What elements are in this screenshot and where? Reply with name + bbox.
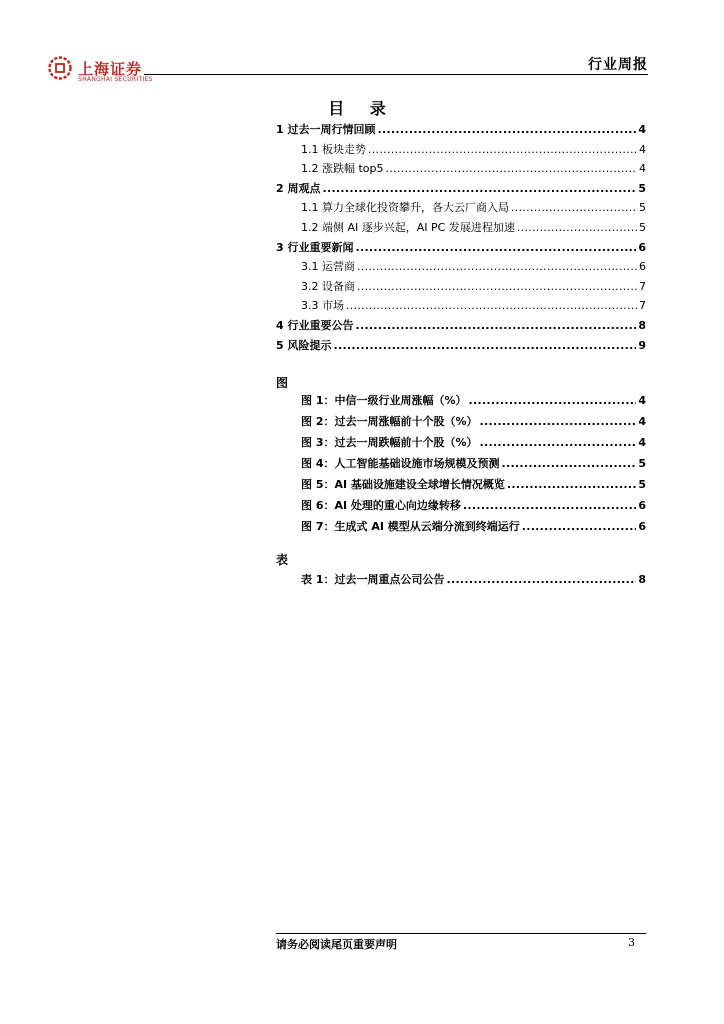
- dot-leader: [368, 140, 637, 160]
- toc-title: 目 录: [328, 99, 396, 118]
- table-list: [276, 569, 646, 590]
- toc-entry[interactable]: [276, 120, 646, 140]
- dot-leader: [386, 159, 637, 179]
- page-header: [48, 50, 648, 83]
- table-entry-page: 8: [638, 573, 646, 586]
- toc-entry[interactable]: [276, 198, 646, 218]
- dot-leader: [333, 336, 636, 356]
- figure-entry-text: 图 6：AI 处理的重心向边缘转移: [301, 499, 461, 512]
- toc-entry-page: 7: [639, 279, 646, 293]
- dot-leader: [355, 316, 636, 336]
- dot-leader: [480, 411, 637, 432]
- figure-entry-page: 5: [638, 457, 646, 470]
- figure-entry-page: 6: [638, 520, 646, 533]
- figure-entry[interactable]: [276, 495, 646, 516]
- toc-entry[interactable]: [276, 277, 646, 297]
- toc-entry-text: 3.2 设备商: [301, 279, 355, 293]
- tables-heading: 表: [276, 553, 289, 567]
- toc-entry[interactable]: [276, 316, 646, 336]
- toc-entry-page: 4: [639, 142, 646, 156]
- table-of-contents: [276, 120, 646, 355]
- figure-entry-page: 6: [638, 499, 646, 512]
- figure-entry-text: 图 5：AI 基础设施建设全球增长情况概览: [301, 478, 505, 491]
- figure-list: [276, 390, 646, 537]
- table-entry[interactable]: [276, 569, 646, 590]
- dot-leader: [517, 218, 637, 238]
- report-type-title: 行业周报: [588, 57, 648, 73]
- dot-leader: [501, 453, 636, 474]
- footer-divider: [276, 933, 646, 934]
- figure-entry-text: 图 1：中信一级行业周涨幅（%）: [301, 394, 467, 407]
- toc-entry-page: 7: [639, 299, 646, 313]
- logo-text-cn: 上海证券: [78, 60, 143, 78]
- dot-leader: [446, 569, 636, 590]
- toc-entry-page: 5: [639, 220, 646, 234]
- toc-entry-page: 4: [638, 123, 646, 136]
- toc-entry-page: 5: [638, 181, 646, 195]
- logo-text-en: SHANGHAI SECURITIES: [78, 76, 153, 83]
- toc-entry-page: 9: [638, 338, 646, 352]
- figure-entry[interactable]: [276, 432, 646, 453]
- toc-entry-page: 4: [639, 162, 646, 176]
- toc-entry[interactable]: [276, 238, 646, 258]
- header-divider: [144, 74, 648, 75]
- figure-entry-page: 4: [638, 415, 646, 428]
- dot-leader: [522, 516, 637, 537]
- toc-entry[interactable]: [276, 296, 646, 316]
- dot-leader: [507, 474, 636, 495]
- figure-entry[interactable]: [276, 390, 646, 411]
- toc-entry-text: 1 过去一周行情回顾: [276, 123, 376, 136]
- toc-entry-text: 3.3 市场: [301, 299, 344, 313]
- figure-entry[interactable]: [276, 411, 646, 432]
- toc-entry-text: 5 风险提示: [276, 338, 332, 352]
- dot-leader: [480, 432, 637, 453]
- toc-entry[interactable]: [276, 257, 646, 277]
- toc-entry-page: 6: [638, 240, 646, 254]
- toc-entry-text: 1.2 端侧 AI 逐步兴起，AI PC 发展进程加速: [301, 220, 515, 234]
- page-number: 3: [628, 936, 635, 949]
- dot-leader: [469, 390, 637, 411]
- table-entry-text: 表 1：过去一周重点公司公告: [301, 573, 445, 586]
- figure-entry-text: 图 2：过去一周涨幅前十个股（%）: [301, 415, 478, 428]
- toc-entry[interactable]: [276, 159, 646, 179]
- toc-entry-page: 8: [638, 318, 646, 332]
- toc-entry[interactable]: [276, 140, 646, 160]
- dot-leader: [463, 495, 636, 516]
- dot-leader: [357, 257, 637, 277]
- figure-entry[interactable]: [276, 516, 646, 537]
- toc-entry-text: 2 周观点: [276, 181, 321, 195]
- figure-entry-text: 图 4：人工智能基础设施市场规模及预测: [301, 457, 500, 470]
- toc-entry[interactable]: [276, 218, 646, 238]
- dot-leader: [322, 179, 636, 199]
- dot-leader: [346, 296, 637, 316]
- figure-entry-page: 4: [638, 436, 646, 449]
- dot-leader: [377, 120, 636, 140]
- toc-entry-text: 1.2 涨跌幅 top5: [301, 162, 384, 176]
- footer-disclaimer: 请务必阅读尾页重要声明: [276, 938, 397, 951]
- toc-entry-text: 3 行业重要新闻: [276, 240, 354, 254]
- figure-entry-text: 图 7：生成式 AI 模型从云端分流到终端运行: [301, 520, 520, 533]
- figure-entry[interactable]: [276, 474, 646, 495]
- toc-entry-text: 1.1 板块走势: [301, 142, 366, 156]
- toc-entry-page: 5: [639, 201, 646, 215]
- logo-emblem-icon: [48, 56, 72, 80]
- dot-leader: [511, 198, 637, 218]
- toc-entry-page: 6: [639, 260, 646, 274]
- dot-leader: [355, 238, 636, 258]
- toc-entry-text: 3.1 运营商: [301, 260, 355, 274]
- figure-entry[interactable]: [276, 453, 646, 474]
- figure-entry-page: 5: [638, 478, 646, 491]
- figure-entry-page: 4: [638, 394, 646, 407]
- toc-entry-text: 1.1 算力全球化投资攀升，各大云厂商入局: [301, 201, 509, 215]
- dot-leader: [357, 277, 637, 297]
- toc-entry[interactable]: [276, 336, 646, 356]
- figures-heading: 图: [276, 376, 289, 390]
- toc-entry[interactable]: [276, 179, 646, 199]
- toc-entry-text: 4 行业重要公告: [276, 318, 354, 332]
- figure-entry-text: 图 3：过去一周跌幅前十个股（%）: [301, 436, 478, 449]
